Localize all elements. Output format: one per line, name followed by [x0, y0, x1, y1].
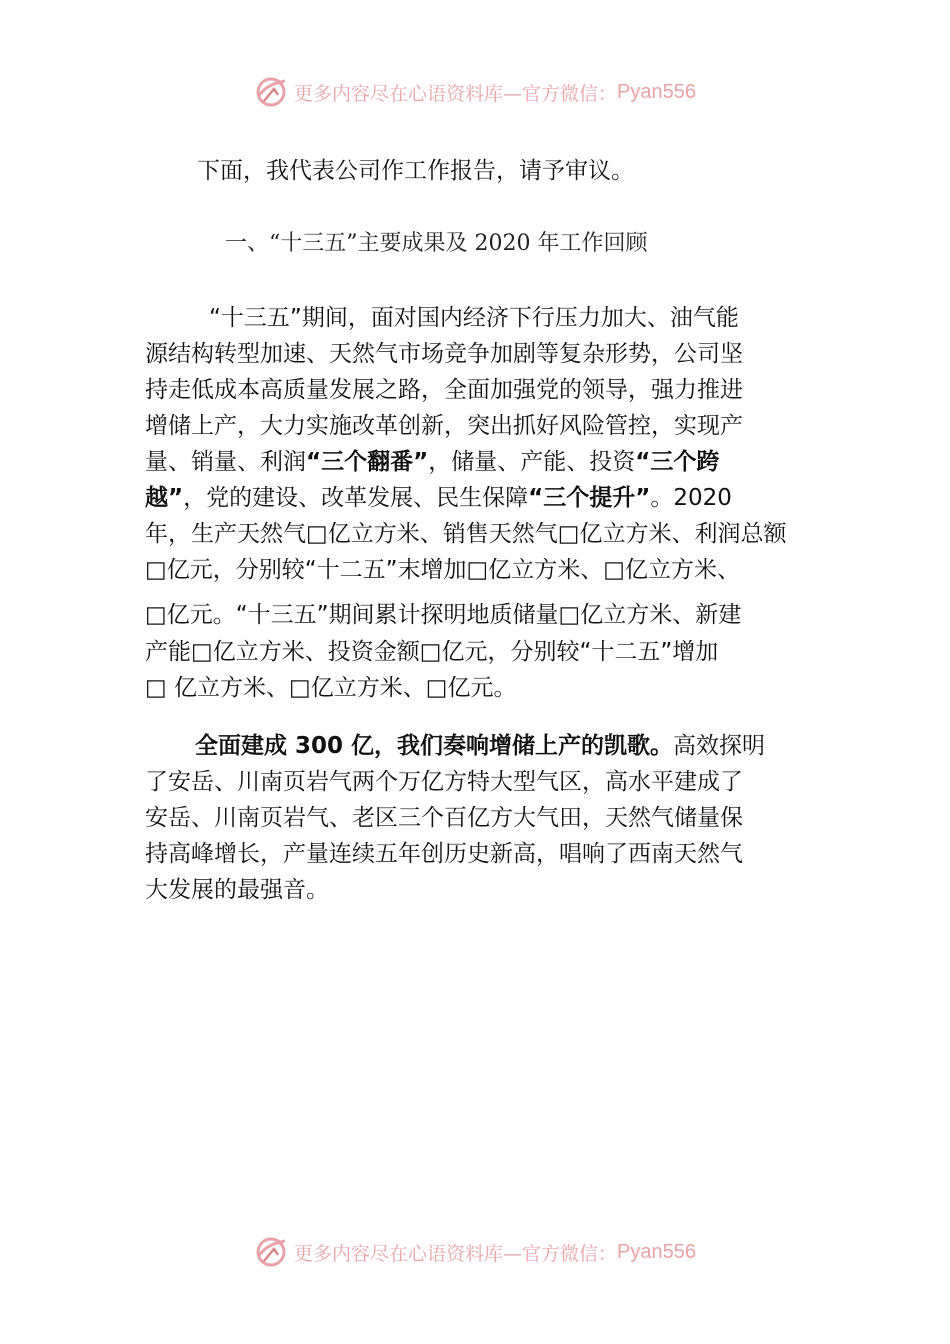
p2-line-5: 大发展的最强音。 — [145, 877, 329, 903]
p2-line-2: 了安岳、川南页岩气两个万亿方特大型气区，高水平建成了 — [145, 769, 743, 795]
text-run: 量、销量、利润 — [145, 449, 306, 475]
p2-line-3: 安岳、川南页岩气、老区三个百亿方大气田，天然气储量保 — [145, 805, 743, 831]
bold-lead: 全面建成 300 亿，我们奏响增储上产的凯歌。 — [195, 733, 674, 759]
p1-line-1: “十三五”期间，面对国内经济下行压力加大、油气能 — [209, 305, 739, 331]
p1-line-4: 增储上产，大力实施改革创新，突出抓好风险管控，实现产 — [145, 413, 743, 439]
text-run: ，党的建设、改革发展、民生保障 — [183, 485, 529, 511]
watermark-header — [0, 72, 950, 112]
p1-line-5 — [145, 444, 825, 480]
text-run: 高效探明 — [673, 733, 766, 759]
p1-line-10: 产能□亿立方米、投资金额□亿元，分别较“十二五”增加 — [145, 639, 719, 665]
p1-line-6 — [145, 480, 825, 516]
bold-phrase: “三个提升” — [528, 485, 651, 511]
bold-phrase: “三个翻番” — [306, 449, 429, 475]
p1-line-7: 年，生产天然气□亿立方米、销售天然气□亿立方米、利润总额 — [145, 521, 787, 547]
watermark-text: 更多内容尽在心语资料库—官方微信： — [294, 1242, 618, 1265]
logo-icon — [254, 1235, 288, 1269]
section-heading: 一、“十三五”主要成果及 2020 年工作回顾 — [225, 231, 648, 256]
p1-line-11: □ 亿立方米、□亿立方米、□亿元。 — [145, 675, 517, 701]
logo-icon — [254, 75, 288, 109]
p1-line-3: 持走低成本高质量发展之路，全面加强党的领导，强力推进 — [145, 377, 743, 403]
text-run: ，储量、产能、投资 — [428, 449, 636, 475]
watermark-text: 更多内容尽在心语资料库—官方微信： — [294, 82, 618, 105]
intro-line: 下面，我代表公司作工作报告，请予审议。 — [197, 158, 634, 184]
p2-line-4: 持高峰增长，产量连续五年创历史新高，唱响了西南天然气 — [145, 841, 743, 867]
p1-line-2: 源结构转型加速、天然气市场竞争加剧等复杂形势，公司坚 — [145, 341, 743, 367]
p1-line-9: □亿元。“十三五”期间累计探明地质储量□亿立方米、新建 — [145, 602, 742, 628]
p1-line-8: □亿元，分别较“十二五”末增加□亿立方米、□亿立方米、 — [145, 557, 741, 583]
p2-line-1 — [195, 728, 875, 764]
watermark-wechat-id: Pyan556 — [617, 80, 696, 103]
watermark-footer — [0, 1232, 950, 1272]
bold-phrase: “三个跨 — [635, 449, 720, 475]
text-run: 。2020 — [650, 485, 732, 511]
watermark-wechat-id: Pyan556 — [617, 1240, 696, 1263]
bold-phrase: 越” — [145, 485, 184, 511]
